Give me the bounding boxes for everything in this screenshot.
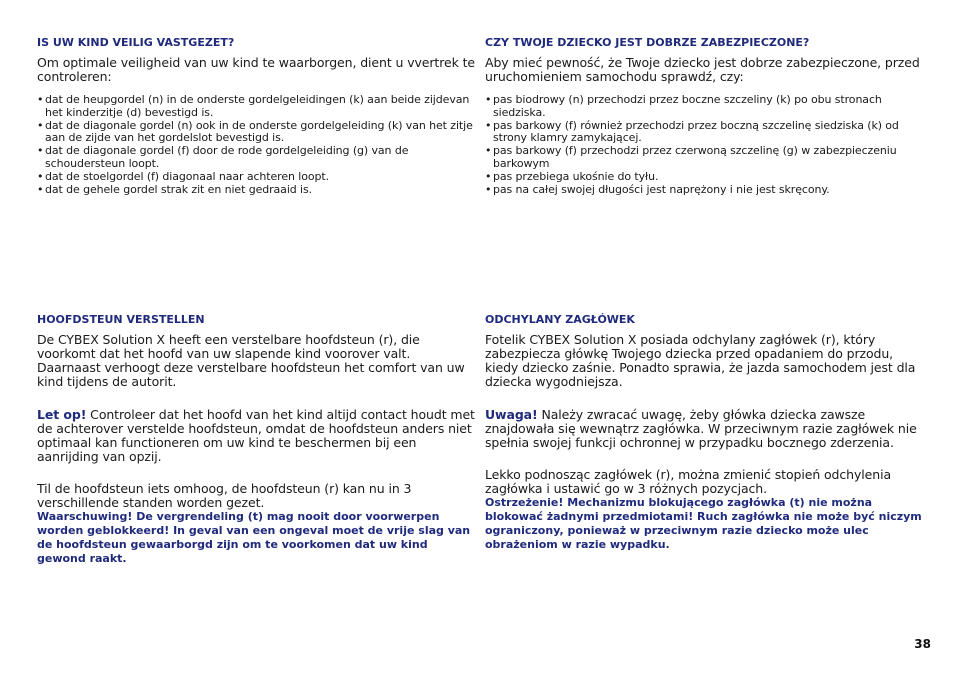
pl-headrest-heading: ODCHYLANY ZAGŁÓWEK — [485, 313, 635, 326]
pl-safety-section — [485, 36, 925, 196]
nl-safety-intro: Om optimale veiligheid van uw kind te waarborgen, dient u vvertrek te controleren: — [37, 55, 475, 84]
pl-safety-checklist — [485, 94, 925, 196]
nl-headrest-heading: HOOFDSTEUN VERSTELLEN — [37, 313, 205, 326]
list-item: • dat de stoelgordel (f) diagonaal naar achteren loopt. — [37, 171, 477, 184]
page-number: 38 — [914, 637, 931, 651]
nl-warning: Waarschuwing! De vergrendeling (t) mag nooit door voorwerpen worden geblokkeerd! In geval van een ongeval moet de vrije slag van de hoofdsteun gewaarborgd zijn om te voorkomen dat uw kind gewond raakt. — [37, 510, 471, 565]
list-item: • pas przebiega ukośnie do tyłu. — [485, 171, 925, 184]
nl-headrest-paragraph-1: De CYBEX Solution X heeft een verstelbare hoofdsteun (r), die voorkomt dat het hoofd van uw slapende kind voorover valt. Daarnaast verhoogt deze verstelbare hoofdsteun het comfort van uw kind tijdens de autorit. — [37, 332, 465, 389]
pl-headrest-paragraph-3: Lekko podnosząc zagłówek (r), można zmienić stopień odchylenia zagłówka i ustawić go w 3 różnych pozycjach. — [485, 467, 892, 496]
nl-headrest-paragraph-2 — [37, 408, 477, 464]
pl-safety-intro: Aby mieć pewność, że Twoje dziecko jest dobrze zabezpieczone, przed uruchomieniem samochodu sprawdź, czy: — [485, 55, 920, 84]
list-item: • dat de gehele gordel strak zit en niet gedraaid is. — [37, 184, 477, 197]
nl-attention-text: Controleer dat het hoofd van het kind altijd contact houdt met de achterover verstelde hoofdsteun, omdat de hoofdsteun anders niet optimaal kan functioneren om uw kind te beschermen bij een aanrijding van opzij. — [37, 407, 475, 464]
pl-warning: Ostrzeżenie! Mechanizmu blokującego zagłówka (t) nie można blokować żadnymi przedmiotami! Ruch zagłówka nie może być niczym ograniczony, ponieważ w przeciwnym razie dziecko może ulec obrażeniom w razie wypadku. — [485, 496, 922, 551]
pl-headrest-paragraph-2 — [485, 408, 925, 450]
list-item: • pas barkowy (f) przechodzi przez czerwoną szczelinę (g) w zabezpieczeniu barkowym — [485, 145, 925, 171]
pl-attention-text: Należy zwracać uwagę, żeby główka dziecka zawsze znajdowała się wewnątrz zagłówka. W przeciwnym razie zagłówek nie spełnia swojej funkcji ochronnej w przypadku bocznego zderzenia. — [485, 407, 917, 450]
pl-headrest-paragraph-1: Fotelik CYBEX Solution X posiada odchylany zagłówek (r), który zabezpiecza główkę Twojego dziecka przed opadaniem do przodu, kiedy dziecko zaśnie. Ponadto sprawia, że jazda samochodem jest dla dziecka wygodniejsza. — [485, 332, 916, 389]
nl-headrest-section — [37, 313, 477, 566]
pl-headrest-section — [485, 313, 925, 552]
nl-safety-heading: IS UW KIND VEILIG VASTGEZET? — [37, 36, 235, 49]
list-item: • pas biodrowy (n) przechodzi przez boczne szczeliny (k) po obu stronach siedziska. — [485, 94, 925, 120]
nl-attention-label: Let op! — [37, 407, 87, 422]
nl-safety-checklist — [37, 94, 477, 196]
list-item: • dat de heupgordel (n) in de onderste gordelgeleidingen (k) aan beide zijdevan het kinderzitje (d) bevestigd is. — [37, 94, 477, 120]
list-item: • pas na całej swojej długości jest naprężony i nie jest skręcony. — [485, 184, 925, 197]
list-item: • pas barkowy (f) również przechodzi przez boczną szczelinę siedziska (k) od strony klamry zamykającej. — [485, 120, 925, 146]
nl-safety-section — [37, 36, 477, 196]
pl-safety-heading: CZY TWOJE DZIECKO JEST DOBRZE ZABEZPIECZONE? — [485, 36, 810, 49]
list-item: • dat de diagonale gordel (f) door de rode gordelgeleiding (g) van de schoudersteun loopt. — [37, 145, 477, 171]
nl-headrest-paragraph-3: Til de hoofdsteun iets omhoog, de hoofdsteun (r) kan nu in 3 verschillende standen worden gezet. — [37, 481, 412, 510]
list-item: • dat de diagonale gordel (n) ook in de onderste gordelgeleiding (k) van het zitje aan de zijde van het gordelslot bevestigd is. — [37, 120, 477, 146]
pl-attention-label: Uwaga! — [485, 407, 538, 422]
